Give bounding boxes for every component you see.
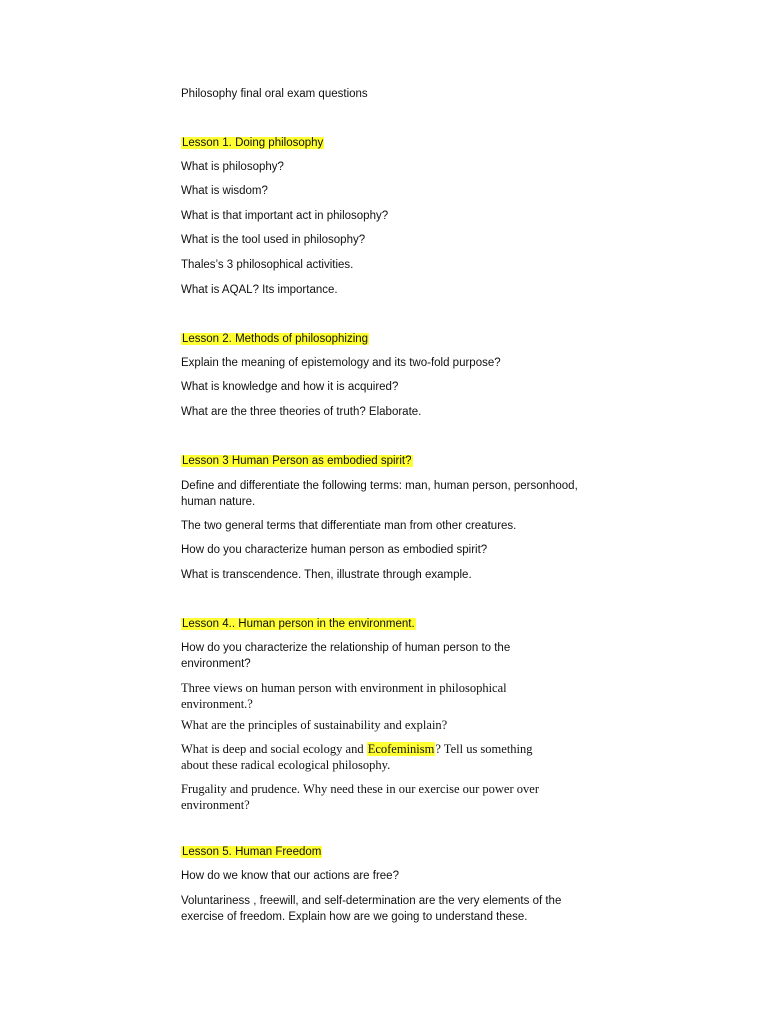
- question: Define and differentiate the following terms: man, human person, personhood, human nature.: [181, 480, 578, 508]
- question: What is that important act in philosophy?: [181, 210, 389, 222]
- lesson-3-heading: [181, 453, 413, 469]
- question: The two general terms that differentiate man from other creatures.: [181, 520, 517, 532]
- question-text: ? Tell us something about these radical ecological philosophy.: [181, 742, 533, 772]
- lesson-heading-highlight: Lesson 1. Doing philosophy: [182, 137, 324, 149]
- lesson-5-heading: [181, 844, 322, 860]
- lesson-1-heading: [181, 135, 324, 151]
- lesson-heading-highlight: Lesson 3 Human Person as embodied spirit?: [182, 455, 412, 467]
- question: What is transcendence. Then, illustrate through example.: [181, 569, 472, 581]
- question: How do we know that our actions are free?: [181, 870, 399, 882]
- ecofeminism-highlight: Ecofeminism: [367, 742, 435, 756]
- question-text: What is deep and social ecology and: [181, 742, 367, 756]
- question: Frugality and prudence. Why need these in our exercise our power over environment?: [181, 782, 539, 812]
- question: Voluntariness , freewill, and self-determination are the very elements of the exercise of freedom. Explain how are we going to understand these.: [181, 895, 562, 923]
- question: What is the tool used in philosophy?: [181, 234, 366, 246]
- question: What is wisdom?: [181, 185, 268, 197]
- question: What are the principles of sustainability and explain?: [181, 718, 448, 732]
- question: Thales’s 3 philosophical activities.: [181, 259, 354, 271]
- question-ecofeminism: [181, 741, 551, 773]
- question: How do you characterize the relationship of human person to the environment?: [181, 642, 511, 670]
- lesson-heading-highlight: Lesson 4.. Human person in the environment.: [182, 618, 415, 630]
- question: What is philosophy?: [181, 161, 284, 173]
- question: Three views on human person with environment in philosophical environment.?: [181, 681, 507, 711]
- question: How do you characterize human person as embodied spirit?: [181, 544, 488, 556]
- question: What is AQAL? Its importance.: [181, 284, 338, 296]
- question: What are the three theories of truth? Elaborate.: [181, 406, 422, 418]
- question: Explain the meaning of epistemology and its two-fold purpose?: [181, 357, 501, 369]
- lesson-4-heading: [181, 616, 416, 632]
- question: What is knowledge and how it is acquired?: [181, 381, 399, 393]
- lesson-heading-highlight: Lesson 2. Methods of philosophizing: [182, 333, 369, 345]
- document-title: Philosophy final oral exam questions: [181, 88, 368, 100]
- lesson-2-heading: [181, 331, 369, 347]
- lesson-heading-highlight: Lesson 5. Human Freedom: [182, 846, 322, 858]
